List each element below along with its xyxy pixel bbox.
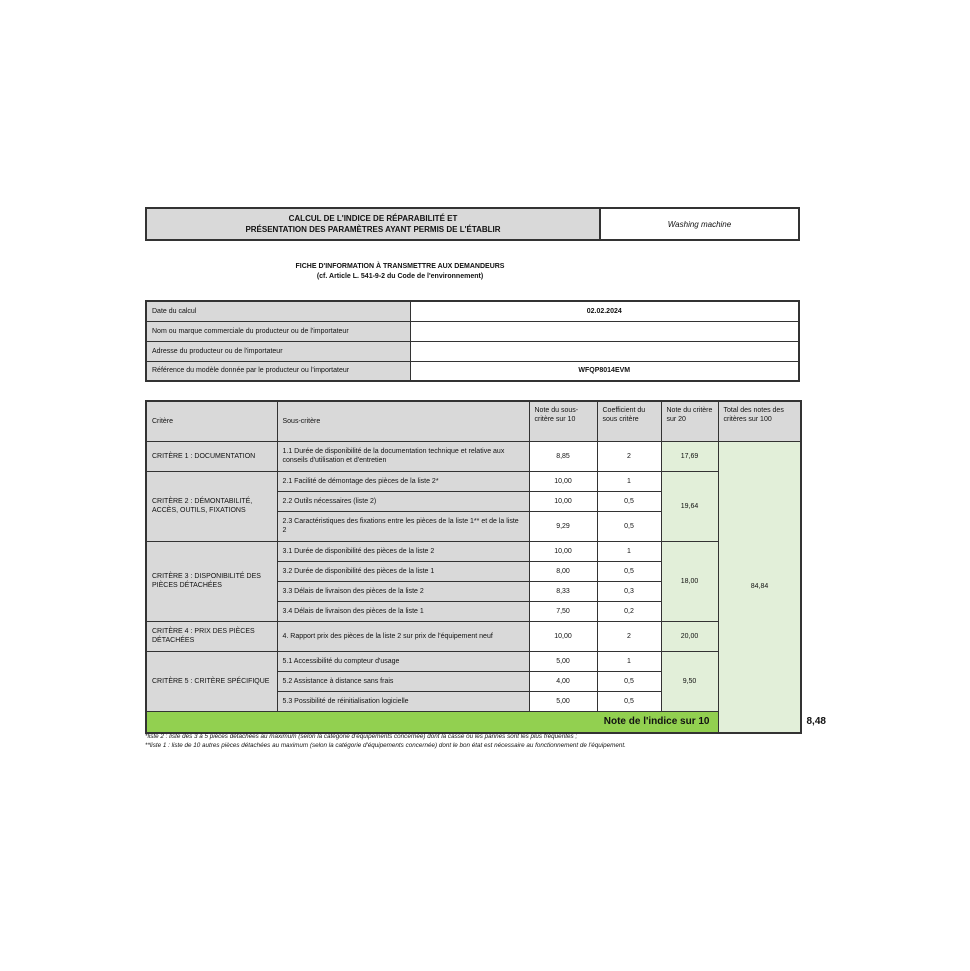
subcriterion-label: 3.3 Délais de livraison des pièces de la liste 2 xyxy=(277,581,529,601)
subcriterion-label: 3.1 Durée de disponibilité des pièces de la liste 2 xyxy=(277,541,529,561)
criterion-5-label: CRITÈRE 5 : CRITÈRE SPÉCIFIQUE xyxy=(146,651,277,711)
subcriterion-coef: 1 xyxy=(597,541,661,561)
header-coef: Coefficient du sous critère xyxy=(597,401,661,441)
criterion-5-note20: 9,50 xyxy=(661,651,718,711)
subcriterion-label: 2.3 Caractéristiques des fixations entre les pièces de la liste 1** et de la liste 2 xyxy=(277,511,529,541)
info-label-brand: Nom ou marque commerciale du producteur ou de l'importateur xyxy=(146,321,410,341)
criterion-3-note20: 18,00 xyxy=(661,541,718,621)
header-title-line1: CALCUL DE L'INDICE DE RÉPARABILITÉ ET xyxy=(288,214,458,223)
criterion-2-label: CRITÈRE 2 : DÉMONTABILITÉ, ACCÈS, OUTILS, FIXATIONS xyxy=(146,471,277,541)
subcriterion-coef: 0,5 xyxy=(597,691,661,711)
info-value-date: 02.02.2024 xyxy=(410,301,799,321)
subcriterion-label: 2.1 Facilité de démontage des pièces de la liste 2* xyxy=(277,471,529,491)
final-score-label: Note de l'indice sur 10 xyxy=(146,711,718,733)
criteria-table xyxy=(145,400,826,734)
subcriterion-label: 3.4 Délais de livraison des pièces de la liste 1 xyxy=(277,601,529,621)
total-score: 84,84 xyxy=(718,441,801,733)
table-row xyxy=(146,471,801,491)
info-label-address: Adresse du producteur ou de l'importateur xyxy=(146,341,410,361)
subcriterion-label: 2.2 Outils nécessaires (liste 2) xyxy=(277,491,529,511)
subcriterion-note: 4,00 xyxy=(529,671,597,691)
final-score-row: Note de l'indice sur 10 8,48 xyxy=(146,711,801,733)
subcriterion-note: 10,00 xyxy=(529,621,597,651)
subtitle xyxy=(250,262,550,282)
info-value-address xyxy=(410,341,799,361)
subcriterion-note: 10,00 xyxy=(529,471,597,491)
footnote-liste-2: *liste 2 : liste des 3 à 5 pièces détachées au maximum (selon la catégorie d'équipements concernée) dont la casse ou les pannes sont les plus fréquentes ; xyxy=(145,733,578,740)
subcriterion-coef: 0,5 xyxy=(597,491,661,511)
subcriterion-coef: 1 xyxy=(597,651,661,671)
subcriterion-note: 10,00 xyxy=(529,541,597,561)
subcriterion-note: 8,33 xyxy=(529,581,597,601)
subcriterion-note: 5,00 xyxy=(529,691,597,711)
subcriterion-note: 9,29 xyxy=(529,511,597,541)
criterion-4-note20: 20,00 xyxy=(661,621,718,651)
subcriterion-coef: 0,5 xyxy=(597,561,661,581)
header-title-line2: PRÉSENTATION DES PARAMÈTRES AYANT PERMIS DE L'ÉTABLIR xyxy=(245,225,501,234)
subcriterion-label: 4. Rapport prix des pièces de la liste 2 sur prix de l'équipement neuf xyxy=(277,621,529,651)
info-row xyxy=(146,301,799,321)
header-title xyxy=(147,209,601,239)
table-row xyxy=(146,441,801,471)
subcriterion-label: 5.1 Accessibilité du compteur d'usage xyxy=(277,651,529,671)
subcriterion-coef: 1 xyxy=(597,471,661,491)
header-critere: Critère xyxy=(146,401,277,441)
subtitle-line1: FICHE D'INFORMATION À TRANSMETTRE AUX DEMANDEURS xyxy=(295,263,505,270)
header-box xyxy=(145,207,800,241)
table-row xyxy=(146,651,801,671)
subcriterion-label: 5.2 Assistance à distance sans frais xyxy=(277,671,529,691)
subcriterion-label: 3.2 Durée de disponibilité des pièces de la liste 1 xyxy=(277,561,529,581)
subcriterion-coef: 0,3 xyxy=(597,581,661,601)
criterion-1-note20: 17,69 xyxy=(661,441,718,471)
footnote-liste-1: **liste 1 : liste de 10 autres pièces détachées au maximum (selon la catégorie d'équipements concernée) dont le bon état est nécessaire au fonctionnement de l'équipement. xyxy=(145,742,626,749)
header-note20: Note du critère sur 20 xyxy=(661,401,718,441)
product-type: Washing machine xyxy=(667,219,732,229)
header-sous-critere: Sous-critère xyxy=(277,401,529,441)
table-header-row xyxy=(146,401,801,441)
subcriterion-coef: 2 xyxy=(597,621,661,651)
info-table xyxy=(145,300,800,382)
subcriterion-coef: 2 xyxy=(597,441,661,471)
table-row xyxy=(146,541,801,561)
criterion-1-label: CRITÈRE 1 : DOCUMENTATION xyxy=(146,441,277,471)
subcriterion-coef: 0,5 xyxy=(597,511,661,541)
criterion-3-label: CRITÈRE 3 : DISPONIBILITÉ DES PIÈCES DÉTACHÉES xyxy=(146,541,277,621)
subcriterion-note: 8,00 xyxy=(529,561,597,581)
criterion-2-note20: 19,64 xyxy=(661,471,718,541)
subcriterion-note: 5,00 xyxy=(529,651,597,671)
info-value-brand xyxy=(410,321,799,341)
subcriterion-label: 1.1 Durée de disponibilité de la documentation technique et relative aux conseils d'utilisation et d'entretien xyxy=(277,441,529,471)
subcriterion-coef: 0,5 xyxy=(597,671,661,691)
subtitle-line2: (cf. Article L. 541-9-2 du Code de l'environnement) xyxy=(316,273,484,280)
subcriterion-note: 7,50 xyxy=(529,601,597,621)
info-row xyxy=(146,341,799,361)
info-label-date: Date du calcul xyxy=(146,301,410,321)
subcriterion-note: 8,85 xyxy=(529,441,597,471)
info-row xyxy=(146,361,799,381)
header-note-sous: Note du sous-critère sur 10 xyxy=(529,401,597,441)
criterion-4-label: CRITÈRE 4 : PRIX DES PIÈCES DÉTACHÉES xyxy=(146,621,277,651)
footnotes xyxy=(145,732,805,750)
subcriterion-coef: 0,2 xyxy=(597,601,661,621)
info-label-model: Référence du modèle donnée par le producteur ou l'importateur xyxy=(146,361,410,381)
info-value-model: WFQP8014EVM xyxy=(410,361,799,381)
table-row xyxy=(146,621,801,651)
subcriterion-note: 10,00 xyxy=(529,491,597,511)
subcriterion-label: 5.3 Possibilité de réinitialisation logicielle xyxy=(277,691,529,711)
header-total: Total des notes des critères sur 100 xyxy=(718,401,801,441)
info-row xyxy=(146,321,799,341)
